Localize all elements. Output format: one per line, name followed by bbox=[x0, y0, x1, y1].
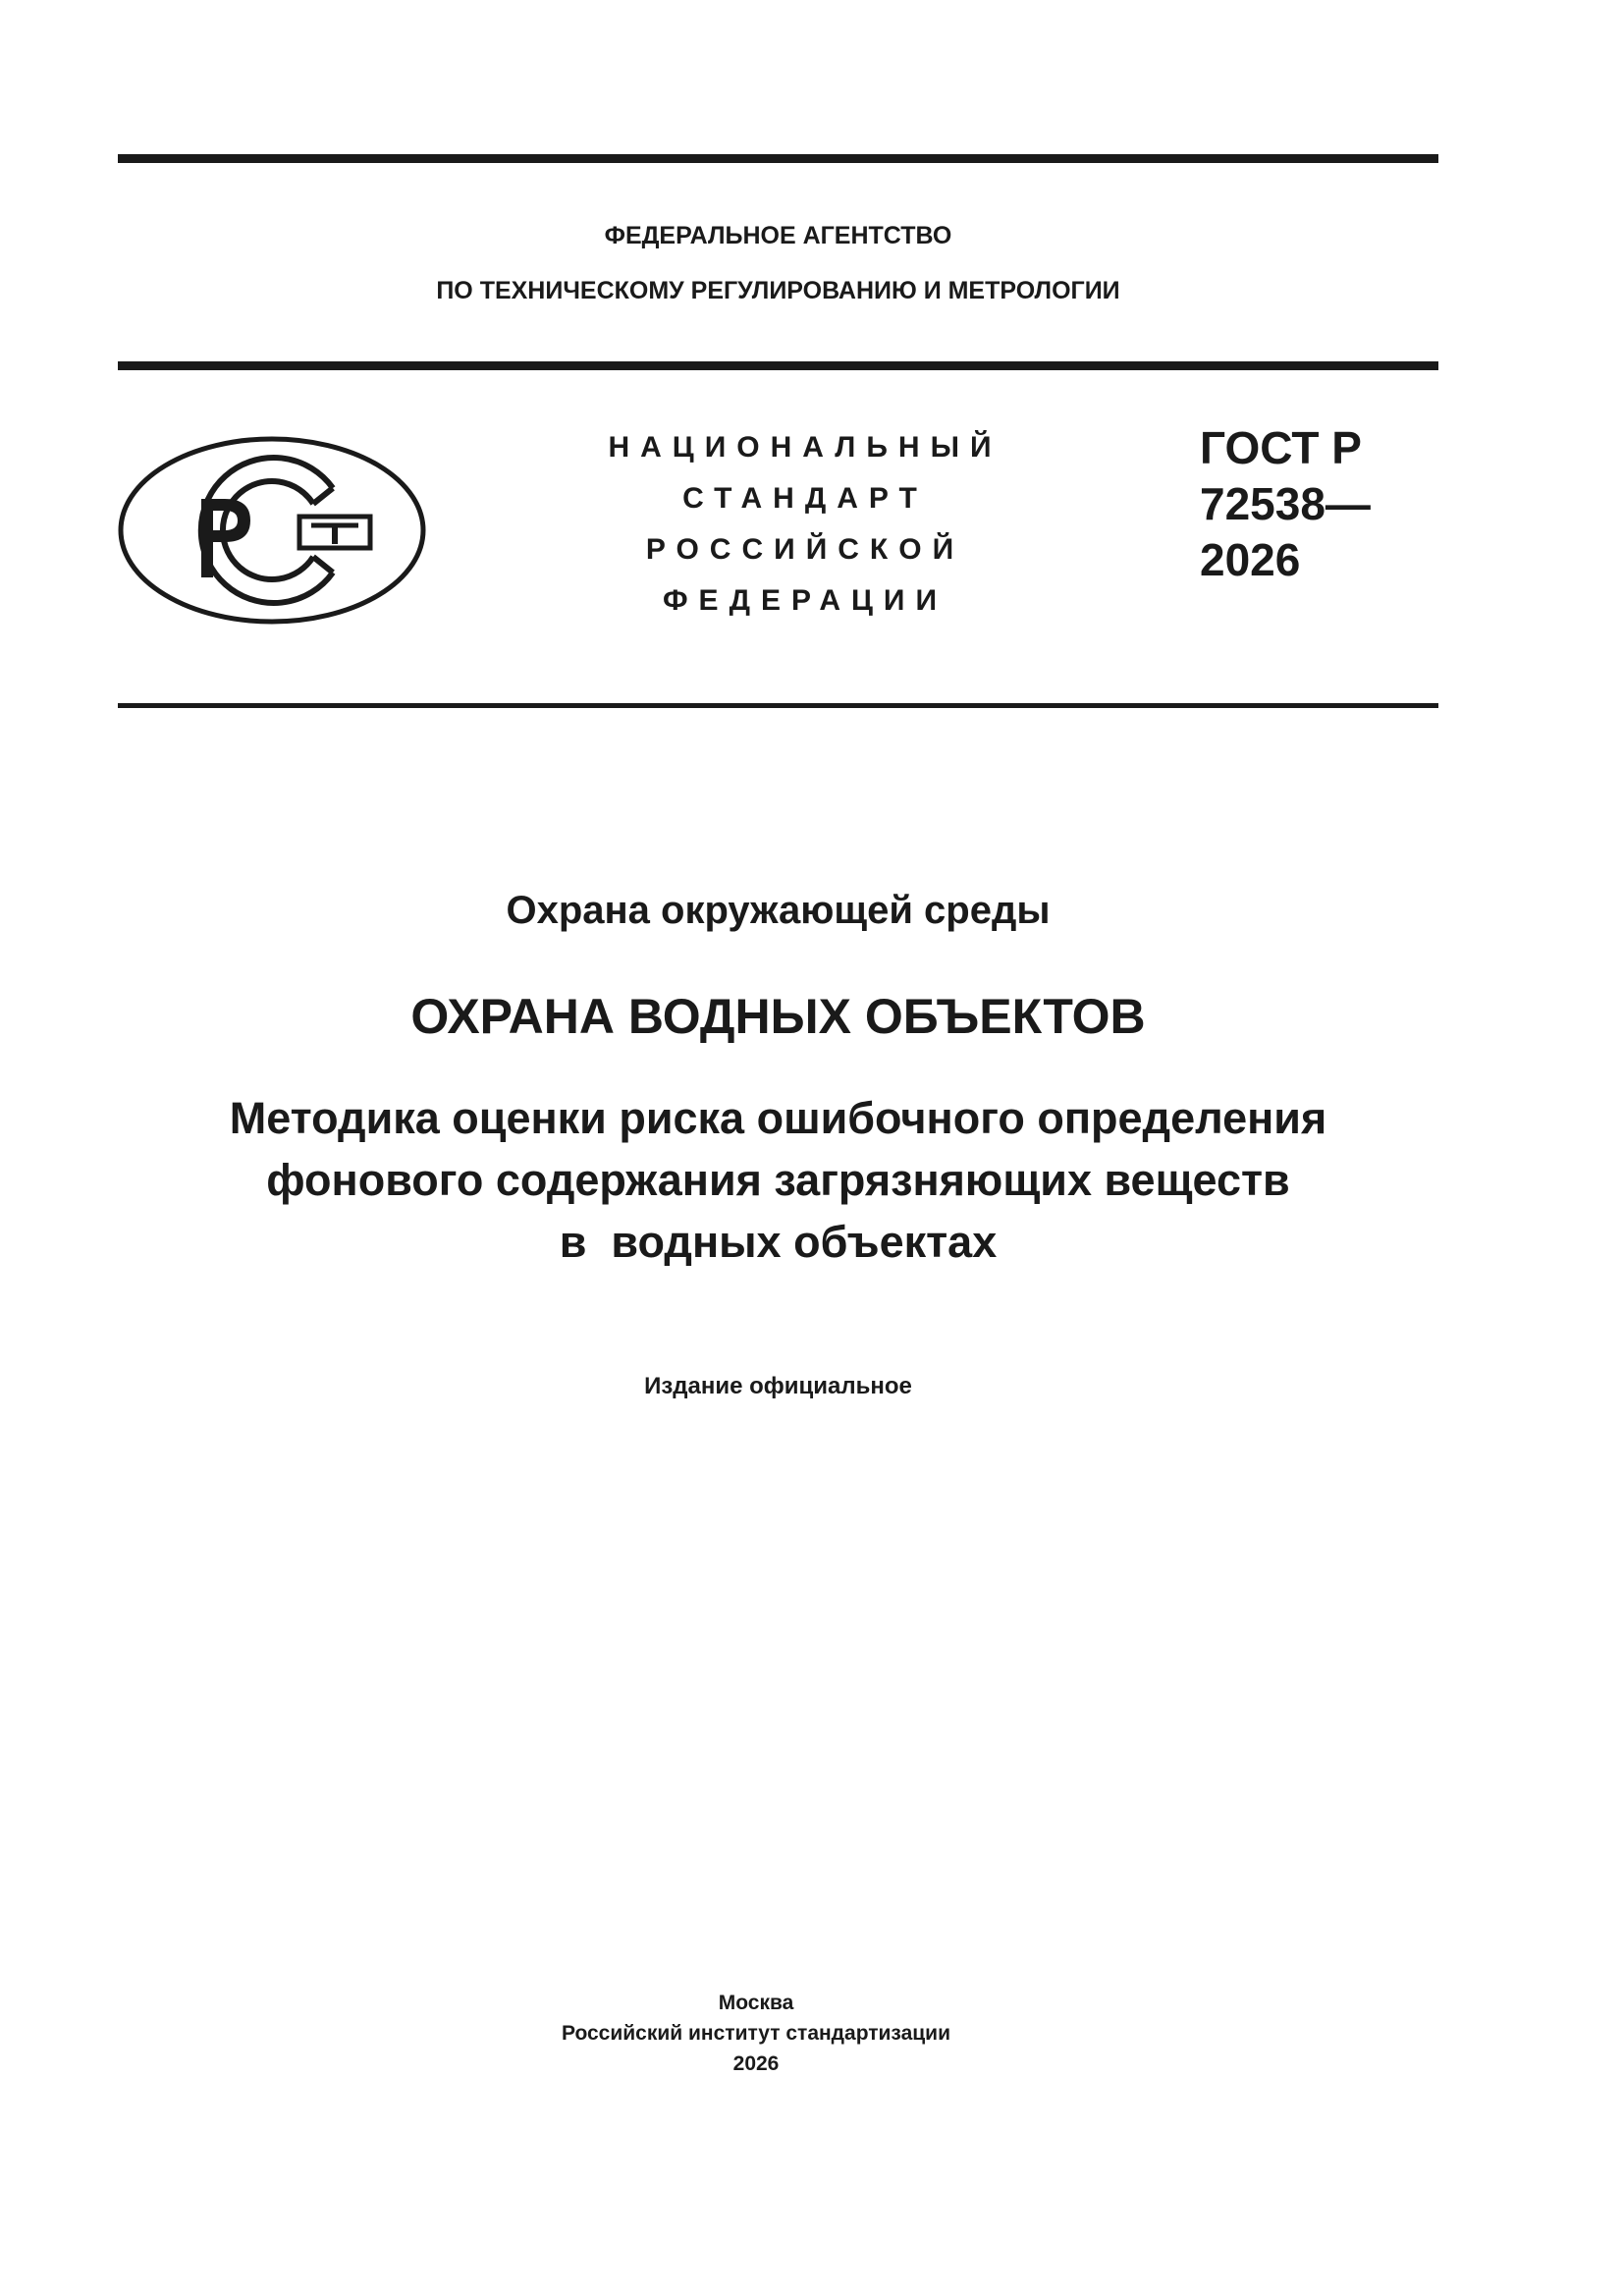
national-standard-line-3: РОССИЙСКОЙ bbox=[645, 533, 965, 566]
designation-line-1: ГОСТ Р bbox=[1200, 422, 1362, 473]
standard-designation bbox=[1200, 420, 1371, 588]
imprint-city: Москва bbox=[718, 1992, 794, 2014]
subtitle-line-3: в водных объектах bbox=[559, 1217, 998, 1267]
national-standard-label bbox=[550, 422, 1060, 627]
top-rule bbox=[118, 154, 1438, 163]
imprint bbox=[535, 1988, 977, 2079]
title-general: Охрана окружающей среды bbox=[506, 889, 1051, 932]
imprint-publisher: Российский институт стандартизации bbox=[561, 2022, 951, 2045]
middle-rule bbox=[118, 361, 1438, 370]
designation-line-2: 72538— bbox=[1200, 478, 1371, 529]
agency-name-line-2: ПО ТЕХНИЧЕСКОМУ РЕГУЛИРОВАНИЮ И МЕТРОЛОГИИ bbox=[436, 277, 1120, 304]
agency-name-line-1: ФЕДЕРАЛЬНОЕ АГЕНТСТВО bbox=[604, 222, 952, 249]
bottom-rule bbox=[118, 703, 1438, 708]
subtitle-line-1: Методика оценки риска ошибочного определения bbox=[229, 1093, 1327, 1143]
edition-label: Издание официальное bbox=[644, 1373, 912, 1399]
national-standard-line-2: СТАНДАРТ bbox=[682, 482, 928, 515]
imprint-year: 2026 bbox=[732, 2052, 780, 2075]
document-subtitle bbox=[118, 1087, 1438, 1273]
rst-certification-mark-icon bbox=[115, 432, 429, 629]
designation-line-3: 2026 bbox=[1200, 534, 1301, 585]
title-main: ОХРАНА ВОДНЫХ ОБЪЕКТОВ bbox=[410, 989, 1146, 1044]
national-standard-line-4: ФЕДЕРАЦИИ bbox=[662, 584, 948, 617]
national-standard-line-1: НАЦИОНАЛЬНЫЙ bbox=[608, 431, 1002, 464]
subtitle-line-2: фонового содержания загрязняющих веществ bbox=[266, 1155, 1290, 1205]
